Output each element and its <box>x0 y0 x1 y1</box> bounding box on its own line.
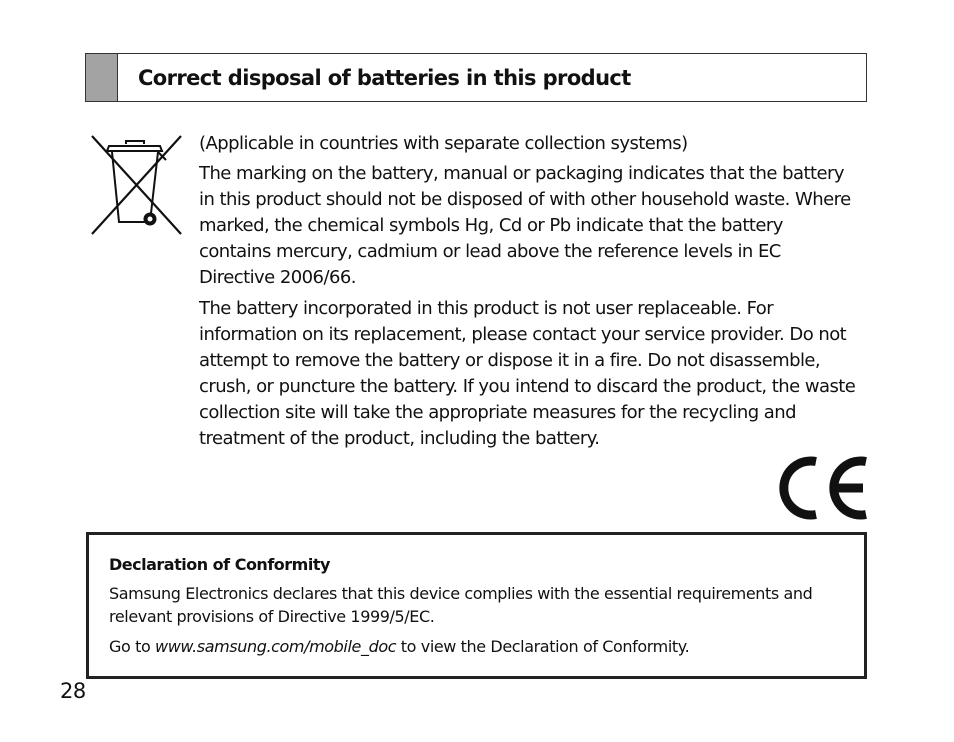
section-header <box>85 53 867 102</box>
goto-prefix: Go to <box>109 637 156 656</box>
declaration-title: Declaration of Conformity <box>109 555 330 574</box>
battery-paragraph: The battery incorporated in this product is not user replaceable. For information on its replacement, please contact your service provider. Do not attempt to remove the battery or dispose it in a fire. Do not disassemble, crush, or puncture the battery. If you intend to discard the product, the waste collection site will take the appropriate measures for the recycling and treatment of the product, including the battery. <box>199 298 856 449</box>
crossed-out-wheelie-bin-icon <box>88 133 186 237</box>
declaration-box <box>86 532 867 679</box>
goto-suffix: to view the Declaration of Conformity. <box>396 637 690 656</box>
ce-mark-icon <box>770 452 870 524</box>
declaration-goto <box>109 635 844 658</box>
section-title: Correct disposal of batteries in this product <box>138 65 631 90</box>
marking-paragraph: The marking on the battery, manual or packaging indicates that the battery in this product should not be disposed of with other household waste. Where marked, the chemical symbols Hg, Cd or Pb indicate that the battery contains mercury, cadmium or lead above the reference levels in EC Directive 2006/66. <box>199 163 851 288</box>
declaration-statement: Samsung Electronics declares that this device complies with the essential requirements and relevant provisions of Directive 1999/5/EC. <box>109 584 813 626</box>
applicability-note: (Applicable in countries with separate collection systems) <box>199 133 688 154</box>
page-number: 28 <box>60 679 86 703</box>
section-header-tab <box>86 54 118 101</box>
body-text <box>199 131 859 457</box>
declaration-link[interactable]: www.samsung.com/mobile_doc <box>155 637 397 656</box>
